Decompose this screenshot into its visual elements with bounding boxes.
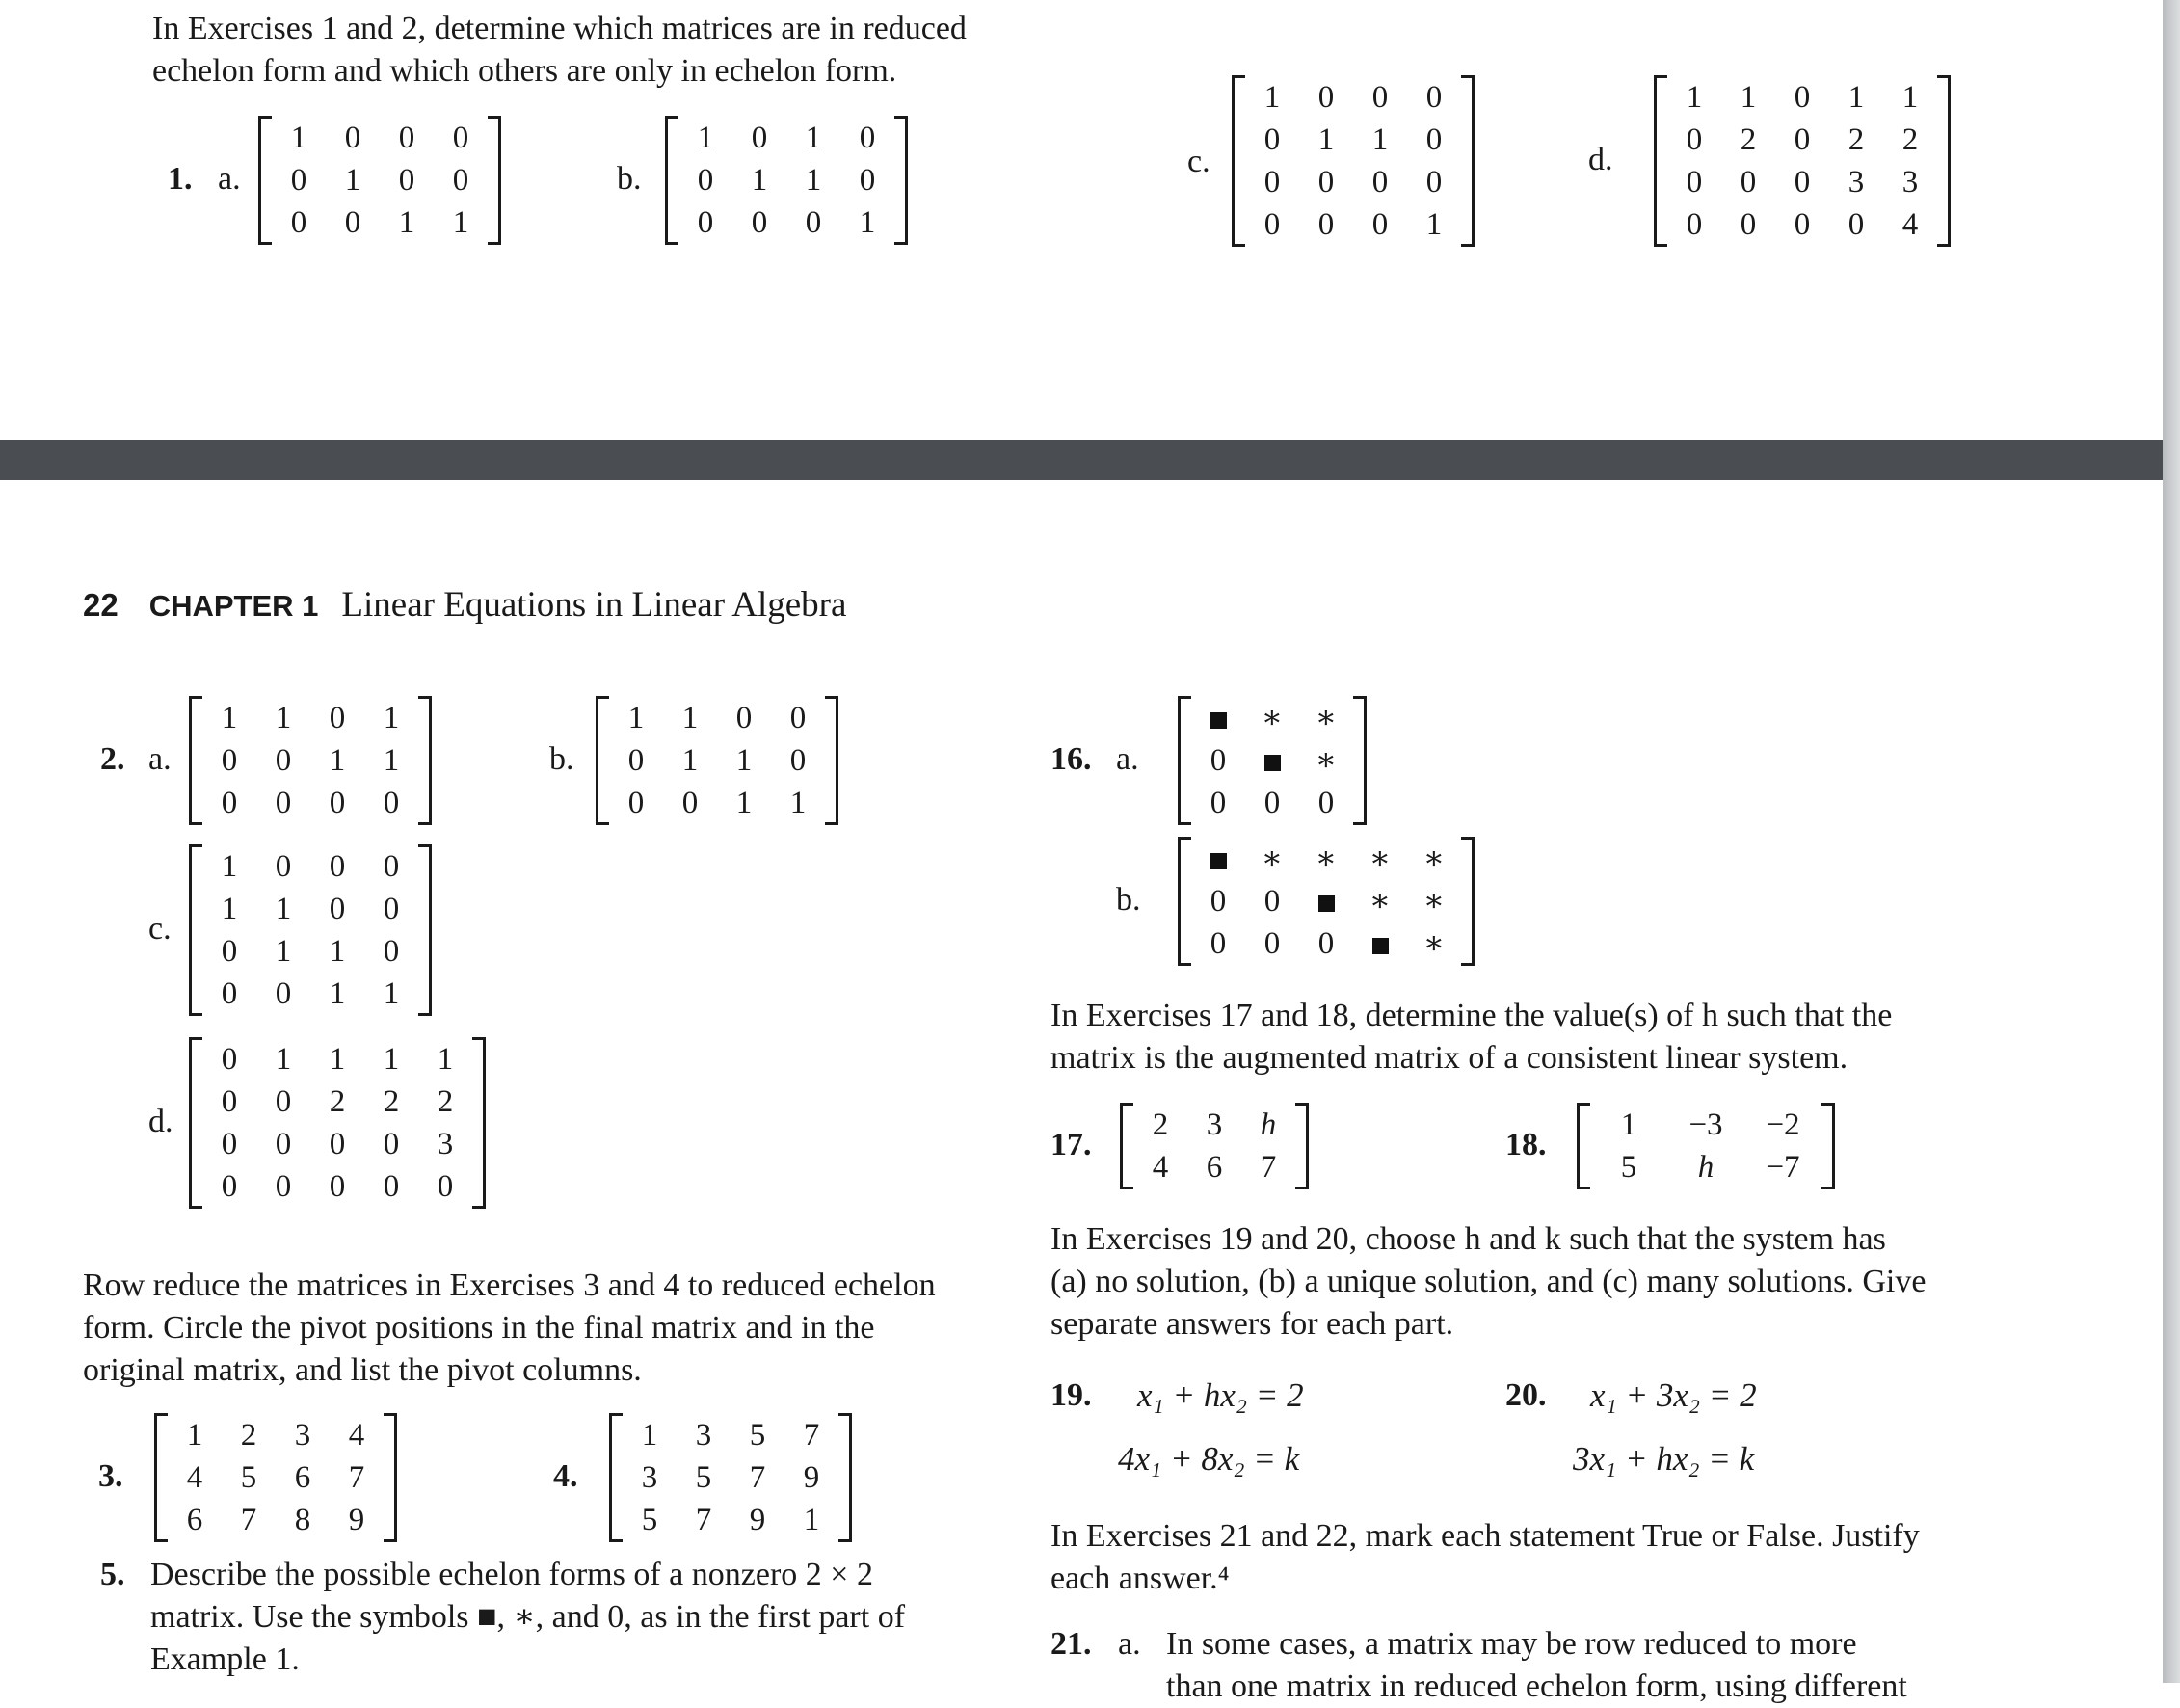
part-label: c. bbox=[148, 911, 172, 947]
matrix-entry: 1 bbox=[641, 1418, 658, 1453]
matrix-entry: 0 bbox=[1263, 786, 1281, 820]
matrix-entry: ∗ bbox=[1369, 841, 1392, 876]
right-bracket bbox=[488, 116, 501, 245]
matrix-entry: 0 bbox=[344, 120, 361, 155]
exercise-21-22-intro: In Exercises 21 and 22, mark each statement True or False. Justify each answer.⁴ bbox=[1050, 1518, 1920, 1596]
matrix-entry: 1 bbox=[1848, 80, 1865, 115]
matrix-entry: 3 bbox=[437, 1127, 454, 1161]
matrix-entry: 1 bbox=[1425, 207, 1443, 242]
matrix-2b bbox=[596, 696, 838, 825]
matrix-entry: 1 bbox=[290, 120, 307, 155]
right-bracket bbox=[1937, 75, 1951, 247]
matrix-entry: 1 bbox=[329, 743, 346, 778]
matrix-entry: 0 bbox=[275, 849, 292, 884]
matrix-entry: 1 bbox=[1263, 80, 1281, 115]
matrix-entry: 0 bbox=[383, 786, 400, 820]
matrix-entry: 0 bbox=[275, 743, 292, 778]
matrix-entry: 1 bbox=[681, 743, 699, 778]
part-label: d. bbox=[148, 1104, 173, 1139]
right-bracket bbox=[1461, 75, 1475, 247]
matrix-entry: 1 bbox=[221, 849, 238, 884]
matrix-entry: 0 bbox=[221, 976, 238, 1011]
matrix-entry: 0 bbox=[789, 701, 807, 735]
matrix-1d bbox=[1654, 75, 1951, 247]
left-bracket bbox=[154, 1413, 168, 1542]
matrix-entry: 1 bbox=[275, 892, 292, 926]
matrix-entry: 0 bbox=[1425, 122, 1443, 157]
matrix-entry: 0 bbox=[275, 1084, 292, 1119]
matrix-entry: 1 bbox=[1686, 80, 1703, 115]
part-label: a. bbox=[218, 161, 241, 197]
matrix-entry: 9 bbox=[348, 1503, 365, 1537]
matrix-entry: 0 bbox=[735, 701, 753, 735]
running-header bbox=[83, 584, 846, 626]
matrix-entry: 0 bbox=[398, 120, 415, 155]
matrix-entry: 0 bbox=[805, 205, 822, 240]
matrix-entry: 1 bbox=[344, 163, 361, 198]
right-bracket bbox=[418, 844, 432, 1016]
part-label: b. bbox=[549, 741, 574, 777]
matrix-entry: 1 bbox=[275, 934, 292, 969]
viewer-edge bbox=[2163, 0, 2180, 1683]
matrix-entry: ∗ bbox=[1315, 743, 1338, 778]
matrix-entry: ∗ bbox=[1422, 926, 1446, 961]
matrix-entry: 1 bbox=[789, 786, 807, 820]
exercise-19-20-intro: In Exercises 19 and 20, choose h and k such that the system has (a) no solution, (b) a unique solution, and (c) many solutions. Give separate answers for each part. bbox=[1050, 1221, 1927, 1342]
matrix-entry: 3 bbox=[695, 1418, 712, 1453]
matrix-entry: 0 bbox=[221, 786, 238, 820]
matrix-entry: 3 bbox=[1848, 165, 1865, 200]
matrix-entry: 0 bbox=[627, 743, 645, 778]
pivot-square-icon bbox=[1210, 712, 1227, 729]
matrix-entry: 1 bbox=[221, 701, 238, 735]
right-bracket bbox=[1821, 1103, 1835, 1189]
matrix-entry: 0 bbox=[1371, 165, 1389, 200]
matrix-entry: 2 bbox=[329, 1084, 346, 1119]
matrix-entry: 7 bbox=[803, 1418, 820, 1453]
matrix-entry: 0 bbox=[859, 163, 876, 198]
matrix-entry: 0 bbox=[1210, 926, 1227, 961]
matrix-1c bbox=[1232, 75, 1475, 247]
matrix-entry bbox=[1191, 838, 1245, 880]
matrix-entry: 0 bbox=[627, 786, 645, 820]
matrix-entry: 0 bbox=[383, 892, 400, 926]
matrix-entry: 8 bbox=[294, 1503, 311, 1537]
matrix-entry: 0 bbox=[383, 849, 400, 884]
chapter-label: CHAPTER 1 bbox=[148, 589, 319, 623]
matrix-entry: 0 bbox=[697, 163, 714, 198]
matrix-entry: 0 bbox=[398, 163, 415, 198]
intro-paragraph: In Exercises 1 and 2, determine which matrices are in reduced echelon form and which others are only in echelon form. bbox=[152, 11, 967, 89]
matrix-18 bbox=[1577, 1103, 1835, 1189]
part-label: b. bbox=[617, 161, 642, 197]
matrix-entry: 0 bbox=[751, 120, 768, 155]
left-bracket bbox=[189, 696, 202, 825]
matrix-entry: 5 bbox=[749, 1418, 766, 1453]
row-reduce-paragraph: Row reduce the matrices in Exercises 3 and 4 to reduced echelon form. Circle the pivot positions in the final matrix and in the original matrix, and list the pivot columns. bbox=[83, 1268, 936, 1388]
right-bracket bbox=[838, 1413, 852, 1542]
matrix-entry: 0 bbox=[221, 743, 238, 778]
matrix-entry: 5 bbox=[695, 1460, 712, 1495]
matrix-entry: 7 bbox=[1260, 1150, 1277, 1185]
matrix-entry: 0 bbox=[1263, 884, 1281, 919]
matrix-entry: 6 bbox=[294, 1460, 311, 1495]
matrix-entry: −3 bbox=[1688, 1108, 1723, 1142]
matrix-entry: 1 bbox=[859, 205, 876, 240]
matrix-entry: 1 bbox=[805, 163, 822, 198]
left-bracket bbox=[1178, 837, 1191, 966]
matrix-entry: 1 bbox=[1740, 80, 1757, 115]
exercise-number: 18. bbox=[1505, 1127, 1547, 1162]
exercise-number: 20. bbox=[1505, 1377, 1547, 1413]
exercise-17-18-intro: In Exercises 17 and 18, determine the value(s) of h such that the matrix is the augmented matrix of a consistent linear system. bbox=[1050, 998, 1893, 1076]
matrix-entry: 1 bbox=[329, 934, 346, 969]
right-bracket bbox=[1295, 1103, 1309, 1189]
matrix-entry: 5 bbox=[1620, 1150, 1637, 1185]
matrix-entry: 3 bbox=[1901, 165, 1919, 200]
matrix-entry: 0 bbox=[1425, 165, 1443, 200]
part-label: c. bbox=[1187, 144, 1210, 179]
previous-page bbox=[0, 0, 2163, 440]
right-bracket bbox=[1353, 696, 1367, 825]
matrix-entry: 0 bbox=[1317, 207, 1335, 242]
matrix-entry: 5 bbox=[641, 1503, 658, 1537]
matrix-entry: 1 bbox=[805, 120, 822, 155]
matrix-entry: 3 bbox=[641, 1460, 658, 1495]
matrix-1b bbox=[665, 116, 908, 245]
matrix-entry: 0 bbox=[1210, 743, 1227, 778]
matrix-entry: 1 bbox=[275, 701, 292, 735]
matrix-2c bbox=[189, 844, 432, 1016]
exercise-number: 17. bbox=[1050, 1127, 1092, 1162]
right-bracket bbox=[825, 696, 838, 825]
matrix-entry: 0 bbox=[1317, 926, 1335, 961]
matrix-entry: 0 bbox=[1686, 122, 1703, 157]
exercise-number: 5. bbox=[100, 1557, 125, 1592]
matrix-entry: ∗ bbox=[1369, 884, 1392, 919]
pivot-square-icon bbox=[1372, 938, 1389, 954]
matrix-entry: 0 bbox=[329, 786, 346, 820]
matrix-entry: 0 bbox=[1848, 207, 1865, 242]
matrix-entry: 1 bbox=[221, 892, 238, 926]
matrix-entry: 4 bbox=[1901, 207, 1919, 242]
matrix-16b bbox=[1178, 837, 1475, 966]
matrix-17 bbox=[1120, 1103, 1309, 1189]
exercise-number: 1. bbox=[168, 161, 193, 197]
matrix-entry: 0 bbox=[329, 1127, 346, 1161]
matrix-entry: 0 bbox=[275, 976, 292, 1011]
exercise-5-text: Describe the possible echelon forms of a nonzero 2 × 2 matrix. Use the symbols ■, ∗, and 0, as in the first part of Example 1. bbox=[150, 1557, 906, 1677]
matrix-entry: −2 bbox=[1766, 1108, 1800, 1142]
matrix-entry: 0 bbox=[221, 1042, 238, 1077]
matrix-entry: 0 bbox=[1210, 884, 1227, 919]
matrix-entry: 1 bbox=[398, 205, 415, 240]
matrix-entry: 1 bbox=[437, 1042, 454, 1077]
left-bracket bbox=[1232, 75, 1245, 247]
matrix-2d bbox=[189, 1037, 486, 1209]
matrix-entry: 0 bbox=[1686, 207, 1703, 242]
matrix-1a bbox=[258, 116, 501, 245]
matrix-4 bbox=[609, 1413, 852, 1542]
matrix-entry: 0 bbox=[290, 163, 307, 198]
matrix-entry: ∗ bbox=[1261, 701, 1284, 735]
pivot-square-icon bbox=[1318, 895, 1335, 912]
matrix-entry: 1 bbox=[275, 1042, 292, 1077]
part-label: a. bbox=[1116, 741, 1139, 777]
matrix-entry: 0 bbox=[1210, 786, 1227, 820]
matrix-entry bbox=[1299, 880, 1353, 922]
matrix-3 bbox=[154, 1413, 397, 1542]
matrix-entry: 0 bbox=[275, 1169, 292, 1204]
matrix-entry: 2 bbox=[240, 1418, 257, 1453]
matrix-entry: 0 bbox=[275, 1127, 292, 1161]
matrix-entry: 0 bbox=[1686, 165, 1703, 200]
left-bracket bbox=[189, 1037, 202, 1209]
matrix-entry: ∗ bbox=[1261, 841, 1284, 876]
matrix-entry: 7 bbox=[695, 1503, 712, 1537]
matrix-entry: 9 bbox=[803, 1460, 820, 1495]
matrix-entry: 1 bbox=[383, 743, 400, 778]
matrix-entry: 3 bbox=[1206, 1108, 1223, 1142]
matrix-entry: 0 bbox=[452, 120, 469, 155]
matrix-entry: 1 bbox=[735, 786, 753, 820]
matrix-entry: 4 bbox=[186, 1460, 203, 1495]
matrix-entry: 0 bbox=[1263, 165, 1281, 200]
matrix-entry: 1 bbox=[329, 976, 346, 1011]
left-bracket bbox=[1654, 75, 1667, 247]
matrix-entry: 0 bbox=[221, 1084, 238, 1119]
exercise-number: 3. bbox=[98, 1458, 123, 1494]
part-label: a. bbox=[148, 741, 172, 777]
left-bracket bbox=[1120, 1103, 1133, 1189]
matrix-16a bbox=[1178, 696, 1367, 825]
matrix-entry: 0 bbox=[275, 786, 292, 820]
matrix-entry: h bbox=[1260, 1108, 1277, 1142]
matrix-entry: 0 bbox=[329, 1169, 346, 1204]
matrix-entry: 0 bbox=[1794, 80, 1811, 115]
matrix-entry: 0 bbox=[1263, 122, 1281, 157]
matrix-entry: 3 bbox=[294, 1418, 311, 1453]
equation: 3x₁ + hx₂ = k bbox=[1573, 1440, 1755, 1478]
matrix-entry: 4 bbox=[348, 1418, 365, 1453]
part-label: a. bbox=[1118, 1626, 1141, 1662]
matrix-entry: 7 bbox=[749, 1460, 766, 1495]
matrix-entry: 2 bbox=[1740, 122, 1757, 157]
right-bracket bbox=[384, 1413, 397, 1542]
left-bracket bbox=[596, 696, 609, 825]
matrix-entry: 0 bbox=[751, 205, 768, 240]
equation: x₁ + hx₂ = 2 bbox=[1137, 1376, 1304, 1414]
matrix-entry: 2 bbox=[1901, 122, 1919, 157]
matrix-entry: 0 bbox=[1371, 207, 1389, 242]
page-divider bbox=[0, 440, 2180, 480]
matrix-entry: 6 bbox=[186, 1503, 203, 1537]
matrix-entry bbox=[1353, 922, 1407, 965]
matrix-entry: 1 bbox=[681, 701, 699, 735]
exercise-number: 19. bbox=[1050, 1377, 1092, 1413]
page-number: 22 bbox=[83, 587, 119, 623]
exercise-21a-text: In some cases, a matrix may be row reduced to more than one matrix in reduced echelon form, using different bbox=[1166, 1626, 1907, 1704]
matrix-entry: 1 bbox=[751, 163, 768, 198]
matrix-entry: 1 bbox=[697, 120, 714, 155]
matrix-entry: ∗ bbox=[1422, 841, 1446, 876]
matrix-entry: 1 bbox=[735, 743, 753, 778]
matrix-entry: 0 bbox=[383, 1127, 400, 1161]
matrix-entry: 0 bbox=[221, 1127, 238, 1161]
matrix-entry: 0 bbox=[221, 1169, 238, 1204]
right-bracket bbox=[418, 696, 432, 825]
matrix-entry: 1 bbox=[383, 976, 400, 1011]
matrix-entry: 0 bbox=[383, 1169, 400, 1204]
matrix-entry: 0 bbox=[697, 205, 714, 240]
exercise-number: 4. bbox=[553, 1458, 578, 1494]
matrix-entry: ∗ bbox=[1422, 884, 1446, 919]
matrix-entry: 0 bbox=[1425, 80, 1443, 115]
matrix-entry: 0 bbox=[329, 849, 346, 884]
exercise-number: 2. bbox=[100, 741, 125, 777]
matrix-entry: 1 bbox=[803, 1503, 820, 1537]
left-bracket bbox=[665, 116, 678, 245]
matrix-entry: 0 bbox=[681, 786, 699, 820]
matrix-entry: 0 bbox=[1317, 80, 1335, 115]
matrix-entry: 1 bbox=[383, 701, 400, 735]
matrix-entry bbox=[1245, 739, 1299, 782]
matrix-entry: 0 bbox=[344, 205, 361, 240]
matrix-entry: 7 bbox=[240, 1503, 257, 1537]
matrix-entry: 1 bbox=[1901, 80, 1919, 115]
matrix-entry: ∗ bbox=[1315, 841, 1338, 876]
matrix-entry: 0 bbox=[383, 934, 400, 969]
matrix-entry: 2 bbox=[383, 1084, 400, 1119]
matrix-entry: 1 bbox=[1371, 122, 1389, 157]
matrix-entry: 6 bbox=[1206, 1150, 1223, 1185]
matrix-entry: 1 bbox=[1620, 1108, 1637, 1142]
matrix-entry: 2 bbox=[1152, 1108, 1169, 1142]
pivot-square-icon bbox=[1210, 853, 1227, 869]
matrix-entry: 2 bbox=[437, 1084, 454, 1119]
matrix-entry: 0 bbox=[1263, 926, 1281, 961]
matrix-entry: 0 bbox=[789, 743, 807, 778]
matrix-entry: 0 bbox=[1740, 207, 1757, 242]
matrix-entry: 0 bbox=[1794, 207, 1811, 242]
matrix-entry: 0 bbox=[859, 120, 876, 155]
matrix-entry: ∗ bbox=[1315, 701, 1338, 735]
matrix-entry: 0 bbox=[290, 205, 307, 240]
matrix-2a bbox=[189, 696, 432, 825]
matrix-entry bbox=[1191, 697, 1245, 739]
matrix-entry: 2 bbox=[1848, 122, 1865, 157]
matrix-entry: 4 bbox=[1152, 1150, 1169, 1185]
left-bracket bbox=[609, 1413, 623, 1542]
left-bracket bbox=[1178, 696, 1191, 825]
matrix-entry: 0 bbox=[452, 163, 469, 198]
matrix-entry: 1 bbox=[627, 701, 645, 735]
matrix-entry: 0 bbox=[329, 701, 346, 735]
pivot-square-icon bbox=[1264, 755, 1281, 771]
left-bracket bbox=[1577, 1103, 1590, 1189]
chapter-title: Linear Equations in Linear Algebra bbox=[341, 585, 847, 625]
part-label: d. bbox=[1588, 142, 1613, 177]
right-bracket bbox=[894, 116, 908, 245]
matrix-entry: −7 bbox=[1766, 1150, 1800, 1185]
exercise-number: 21. bbox=[1050, 1626, 1092, 1662]
matrix-entry: 0 bbox=[1794, 122, 1811, 157]
exercise-number: 16. bbox=[1050, 741, 1092, 777]
matrix-entry: 0 bbox=[329, 892, 346, 926]
part-label: b. bbox=[1116, 882, 1141, 918]
right-bracket bbox=[472, 1037, 486, 1209]
matrix-entry: 5 bbox=[240, 1460, 257, 1495]
matrix-entry: 1 bbox=[383, 1042, 400, 1077]
matrix-entry: 1 bbox=[329, 1042, 346, 1077]
matrix-entry: 0 bbox=[1317, 165, 1335, 200]
matrix-entry: 0 bbox=[221, 934, 238, 969]
matrix-entry: 9 bbox=[749, 1503, 766, 1537]
matrix-entry: 1 bbox=[452, 205, 469, 240]
equation: 4x₁ + 8x₂ = k bbox=[1118, 1440, 1300, 1478]
matrix-entry: 0 bbox=[1794, 165, 1811, 200]
matrix-entry: 0 bbox=[1740, 165, 1757, 200]
matrix-entry: h bbox=[1697, 1150, 1715, 1185]
left-bracket bbox=[258, 116, 272, 245]
matrix-entry: 0 bbox=[437, 1169, 454, 1204]
matrix-entry: 0 bbox=[1263, 207, 1281, 242]
matrix-entry: 1 bbox=[186, 1418, 203, 1453]
matrix-entry: 0 bbox=[1317, 786, 1335, 820]
equation: x₁ + 3x₂ = 2 bbox=[1590, 1376, 1757, 1414]
right-bracket bbox=[1461, 837, 1475, 966]
left-bracket bbox=[189, 844, 202, 1016]
matrix-entry: 1 bbox=[1317, 122, 1335, 157]
matrix-entry: 7 bbox=[348, 1460, 365, 1495]
matrix-entry: 0 bbox=[1371, 80, 1389, 115]
